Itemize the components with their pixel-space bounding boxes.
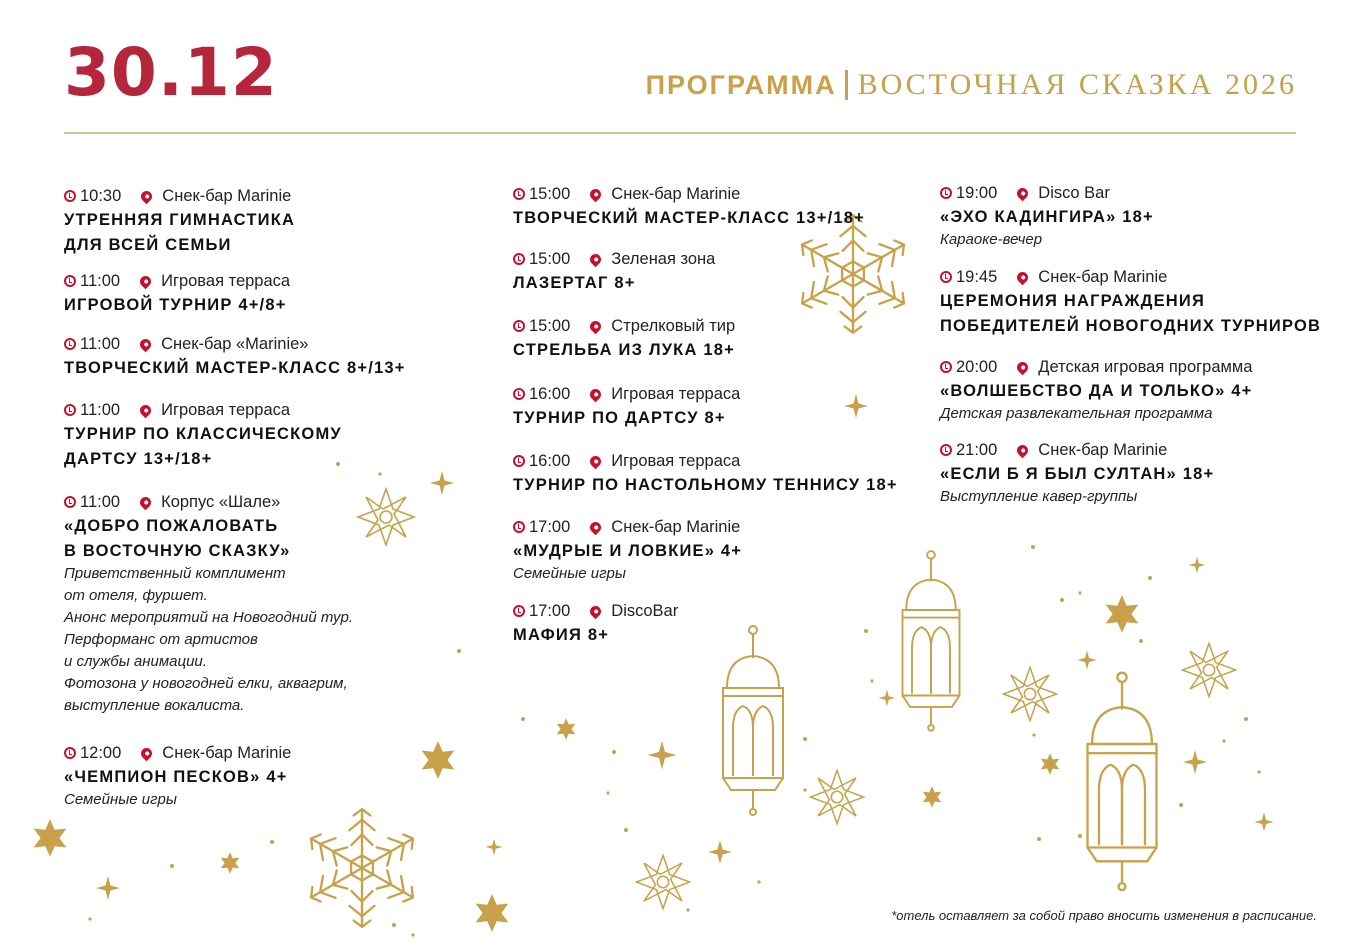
event-item (64, 333, 406, 380)
event-meta (940, 182, 1154, 204)
event-title: УТРЕННЯЯ ГИМНАСТИКА (64, 211, 296, 229)
location-pin-icon (1015, 185, 1031, 201)
event-item (64, 742, 291, 811)
event-description: Караоке-вечер (940, 231, 1043, 248)
event-title: ДЛЯ ВСЕЙ СЕМЬИ (64, 236, 232, 254)
event-title: СТРЕЛЬБА ИЗ ЛУКА 18+ (513, 341, 735, 359)
clock-icon (64, 190, 76, 202)
event-title: ЦЕРЕМОНИЯ НАГРАЖДЕНИЯ (940, 292, 1206, 310)
event-description: Приветственный комплимент (64, 565, 286, 582)
clock-icon (64, 404, 76, 416)
event-meta (513, 248, 715, 270)
event-title: «ЧЕМПИОН ПЕСКОВ» 4+ (64, 768, 288, 786)
clock-icon (940, 361, 952, 373)
event-meta (940, 266, 1321, 288)
event-location: Игровая терраса (611, 451, 741, 470)
event-title: «ВОЛШЕБСТВО ДА И ТОЛЬКО» 4+ (940, 382, 1253, 400)
event-time: 15:00 (529, 316, 571, 335)
event-item (513, 383, 740, 430)
clock-icon (513, 521, 525, 533)
event-description: Перформанс от артистов (64, 631, 258, 648)
event-meta (513, 516, 742, 538)
event-time: 20:00 (956, 357, 998, 376)
event-item (64, 185, 295, 257)
clock-icon (64, 338, 76, 350)
event-time: 19:00 (956, 183, 998, 202)
location-pin-icon (1015, 269, 1031, 285)
location-pin-icon (138, 402, 154, 418)
footnote: *отель оставляет за собой право вносить изменения в расписание. (891, 908, 1317, 923)
event-item (513, 600, 678, 647)
location-pin-icon (1015, 442, 1031, 458)
event-item (513, 315, 735, 362)
event-item (64, 491, 353, 717)
event-description: Семейные игры (64, 791, 177, 808)
event-title: «МУДРЫЕ И ЛОВКИЕ» 4+ (513, 542, 743, 560)
event-item (513, 450, 898, 497)
event-title: ДАРТСУ 13+/18+ (64, 450, 213, 468)
event-item (64, 270, 290, 317)
location-pin-icon (138, 273, 154, 289)
event-item (940, 266, 1321, 338)
event-location: DiscoBar (611, 601, 679, 620)
event-time: 12:00 (80, 743, 122, 762)
event-title: ЛАЗЕРТАГ 8+ (513, 274, 636, 292)
clock-icon (64, 275, 76, 287)
event-description: от отеля, фуршет. (64, 587, 208, 604)
event-title: В ВОСТОЧНУЮ СКАЗКУ» (64, 542, 291, 560)
event-title: МАФИЯ 8+ (513, 626, 610, 644)
event-title: ИГРОВОЙ ТУРНИР 4+/8+ (64, 296, 287, 314)
clock-icon (64, 496, 76, 508)
event-meta (940, 356, 1253, 378)
event-time: 16:00 (529, 384, 571, 403)
event-meta (64, 185, 295, 207)
event-description: Семейные игры (513, 565, 626, 582)
event-time: 15:00 (529, 184, 571, 203)
event-time: 17:00 (529, 601, 571, 620)
event-location: Снек-бар Marinie (162, 743, 292, 762)
event-description: Детская развлекательная программа (940, 405, 1213, 422)
event-description: Выступление кавер-группы (940, 488, 1138, 505)
event-location: Disco Bar (1038, 183, 1110, 202)
location-pin-icon (588, 603, 604, 619)
clock-icon (940, 271, 952, 283)
event-description: Фотозона у новогодней елки, аквагрим, (64, 675, 348, 692)
location-pin-icon (139, 188, 155, 204)
clock-icon (513, 455, 525, 467)
event-meta (64, 742, 291, 764)
event-location: Снек-бар Marinie (611, 184, 741, 203)
event-time: 11:00 (80, 334, 121, 353)
event-location: Детская игровая программа (1038, 357, 1253, 376)
event-title: «ЕСЛИ Б Я БЫЛ СУЛТАН» 18+ (940, 465, 1215, 483)
location-pin-icon (138, 336, 154, 352)
event-meta (513, 600, 678, 622)
clock-icon (513, 605, 525, 617)
event-time: 15:00 (529, 249, 571, 268)
event-title: «ДОБРО ПОЖАЛОВАТЬ (64, 517, 279, 535)
event-item (940, 356, 1253, 425)
clock-icon (513, 188, 525, 200)
event-location: Снек-бар «Marinie» (161, 334, 309, 353)
event-location: Игровая терраса (611, 384, 741, 403)
event-location: Корпус «Шале» (161, 492, 281, 511)
clock-icon (513, 320, 525, 332)
event-title: ТУРНИР ПО КЛАССИЧЕСКОМУ (64, 425, 342, 443)
event-item (513, 248, 715, 295)
event-time: 19:45 (956, 267, 998, 286)
event-meta (64, 491, 353, 513)
event-time: 11:00 (80, 271, 121, 290)
event-meta (64, 270, 290, 292)
location-pin-icon (588, 318, 604, 334)
location-pin-icon (588, 519, 604, 535)
event-title: ТВОРЧЕСКИЙ МАСТЕР-КЛАСС 8+/13+ (64, 359, 406, 377)
event-title: ТВОРЧЕСКИЙ МАСТЕР-КЛАСС 13+/18+ (513, 209, 865, 227)
event-title: ТУРНИР ПО ДАРТСУ 8+ (513, 409, 726, 427)
header-divider (64, 132, 1296, 134)
header-separator (845, 70, 848, 100)
event-time: 16:00 (529, 451, 571, 470)
event-title: ТУРНИР ПО НАСТОЛЬНОМУ ТЕННИСУ 18+ (513, 476, 898, 494)
event-item (940, 439, 1214, 508)
event-location: Зеленая зона (611, 249, 716, 268)
clock-icon (513, 388, 525, 400)
event-location: Стрелковый тир (611, 316, 736, 335)
event-item (940, 182, 1154, 251)
location-pin-icon (138, 494, 154, 510)
clock-icon (64, 747, 76, 759)
event-description: выступление вокалиста. (64, 697, 245, 714)
location-pin-icon (139, 745, 155, 761)
event-meta (513, 450, 898, 472)
clock-icon (513, 253, 525, 265)
location-pin-icon (588, 453, 604, 469)
program-header (646, 68, 1297, 102)
event-item (64, 399, 342, 471)
clock-icon (940, 444, 952, 456)
event-meta (513, 315, 735, 337)
location-pin-icon (588, 251, 604, 267)
event-location: Снек-бар Marinie (162, 186, 292, 205)
event-title: ПОБЕДИТЕЛЕЙ НОВОГОДНИХ ТУРНИРОВ (940, 317, 1322, 335)
event-meta (513, 383, 740, 405)
event-meta (940, 439, 1214, 461)
event-location: Игровая терраса (161, 271, 291, 290)
date-heading: 30.12 (64, 34, 278, 111)
location-pin-icon (1015, 359, 1031, 375)
event-meta (64, 333, 406, 355)
event-time: 11:00 (80, 400, 121, 419)
event-location: Снек-бар Marinie (611, 517, 741, 536)
event-item (513, 183, 865, 230)
event-title: «ЭХО КАДИНГИРА» 18+ (940, 208, 1154, 226)
event-item (513, 516, 742, 585)
program-label: ПРОГРАММА (645, 69, 837, 100)
event-description: и службы анимации. (64, 653, 207, 670)
clock-icon (940, 187, 952, 199)
event-meta (513, 183, 865, 205)
location-pin-icon (588, 386, 604, 402)
event-location: Снек-бар Marinie (1038, 440, 1168, 459)
event-location: Снек-бар Marinie (1038, 267, 1168, 286)
event-time: 17:00 (529, 517, 571, 536)
event-description: Анонс мероприятий на Новогодний тур. (64, 609, 354, 626)
event-meta (64, 399, 342, 421)
event-time: 21:00 (956, 440, 998, 459)
event-time: 10:30 (80, 186, 122, 205)
program-title: ВОСТОЧНАЯ СКАЗКА 2026 (857, 68, 1297, 101)
event-location: Игровая терраса (161, 400, 291, 419)
event-time: 11:00 (80, 492, 121, 511)
location-pin-icon (588, 186, 604, 202)
